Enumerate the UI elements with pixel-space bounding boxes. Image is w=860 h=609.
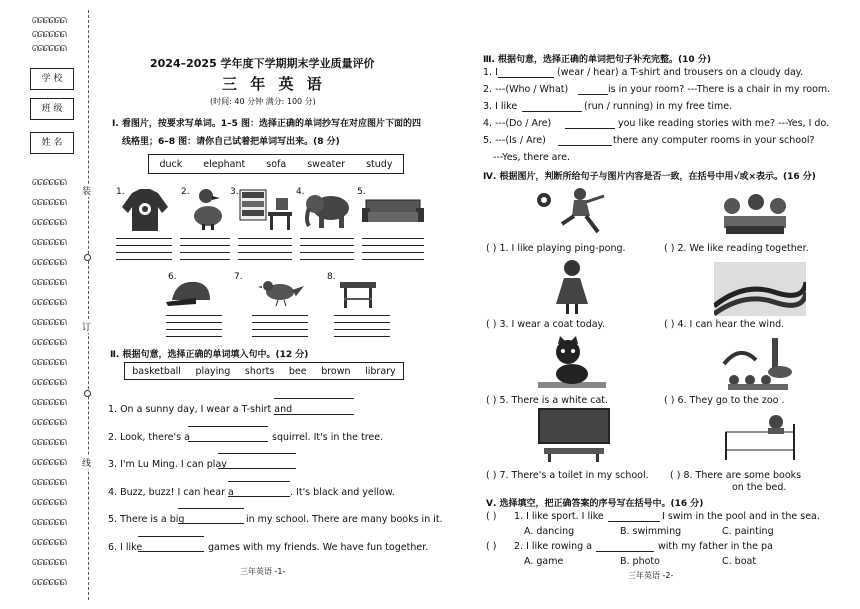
section5-q2-after: with my father in the pa	[658, 541, 773, 552]
answer-blank[interactable]	[178, 508, 244, 509]
decorative-border: ᘏᘏᘏᘏᘏᘏ	[32, 218, 66, 227]
bird-picture	[256, 274, 306, 308]
answer-blank[interactable]	[218, 453, 296, 454]
binding-line	[88, 10, 89, 600]
section3-item-4: 4. ---(Do / Are)	[483, 118, 552, 129]
binding-hole	[84, 254, 91, 261]
wind-picture	[714, 262, 806, 316]
decorative-border: ᘏᘏᘏᘏᘏᘏ	[32, 478, 66, 487]
table-picture	[338, 276, 378, 310]
decorative-border: ᘏᘏᘏᘏᘏᘏ	[32, 30, 66, 39]
section2-item-2: 2. Look, there's a	[108, 432, 190, 443]
decorative-border: ᘏᘏᘏᘏᘏᘏ	[32, 358, 66, 367]
section2-item-2-after: squirrel. It's in the tree.	[272, 432, 384, 443]
binding-char: 线	[82, 456, 91, 469]
section1-heading: Ⅰ. 看图片，按要求写单词。1–5 图：选择正确的单词抄写在对应图片下面的四	[112, 119, 422, 129]
answer-blank[interactable]	[608, 521, 660, 522]
option: C. painting	[722, 526, 774, 537]
answer-blank[interactable]	[228, 481, 290, 482]
elephant-picture	[303, 188, 357, 232]
word-option: basketball	[132, 365, 181, 377]
school-label: 学 校	[30, 68, 74, 90]
cap-picture	[166, 278, 216, 308]
option: A. game	[524, 556, 564, 567]
answer-blank[interactable]	[578, 94, 608, 95]
blackboard-picture	[534, 408, 614, 464]
section4-item-8: ( ) 8. There are some books	[670, 470, 802, 481]
decorative-border: ᘏᘏᘏᘏᘏᘏ	[32, 238, 66, 247]
decorative-border: ᘏᘏᘏᘏᘏᘏ	[32, 318, 66, 327]
section1-word-box	[148, 154, 404, 174]
section5-q2: 2. I like rowing a	[514, 541, 593, 552]
section4-item-1: ( ) 1. I like playing ping-pong.	[486, 243, 626, 254]
answer-blank[interactable]	[178, 523, 244, 524]
decorative-border: ᘏᘏᘏᘏᘏᘏ	[32, 378, 66, 387]
option: C. boat	[722, 556, 757, 567]
decorative-border: ᘏᘏᘏᘏᘏᘏ	[32, 498, 66, 507]
section5-q1: 1. I like sport. I like	[514, 511, 604, 522]
decorative-border: ᘏᘏᘏᘏᘏᘏ	[32, 418, 66, 427]
section3-item-1: 1. I	[483, 67, 498, 78]
exam-title: 2024–2025 学年度下学期期末学业质量评价	[150, 57, 375, 70]
word-option: brown	[321, 365, 351, 377]
word-option: elephant	[203, 158, 246, 170]
decorative-border: ᘏᘏᘏᘏᘏᘏ	[32, 578, 66, 587]
answer-blank[interactable]	[558, 145, 612, 146]
word-option: shorts	[244, 365, 275, 377]
decorative-border: ᘏᘏᘏᘏᘏᘏ	[32, 538, 66, 547]
section2-item-4: 4. Buzz, buzz! I can hear a	[108, 487, 234, 498]
picture-number: 7.	[234, 272, 243, 282]
section2-item-6-after: games with my friends. We have fun together.	[208, 542, 429, 553]
binding-hole	[84, 390, 91, 397]
section2-item-4-after: . It's black and yellow.	[290, 487, 395, 498]
answer-blank[interactable]	[228, 496, 290, 497]
answer-blank[interactable]	[188, 441, 268, 442]
page1-footer: 三年英语 -1-	[240, 567, 286, 576]
section4-item-8-line2: on the bed.	[732, 482, 787, 493]
section3-item-5: 5. ---(Is / Are)	[483, 135, 546, 146]
answer-blank[interactable]	[274, 414, 354, 415]
section5-q1-paren: ( )	[486, 511, 497, 522]
answer-blank[interactable]	[138, 551, 204, 552]
answer-blank[interactable]	[596, 551, 654, 552]
decorative-border: ᘏᘏᘏᘏᘏᘏ	[32, 16, 66, 25]
decorative-border: ᘏᘏᘏᘏᘏᘏ	[32, 518, 66, 527]
option: B. swimming	[620, 526, 682, 537]
section2-item-5-after: in my school. There are many books in it.	[246, 514, 443, 525]
name-label: 姓 名	[30, 132, 74, 154]
section5-heading: Ⅴ. 选择填空，把正确答案的序号写在括号中。(16 分)	[486, 499, 704, 509]
word-option: bee	[288, 365, 307, 377]
section4-item-3: ( ) 3. I wear a coat today.	[486, 319, 605, 330]
picture-number: 5.	[357, 187, 366, 197]
answer-blank[interactable]	[188, 426, 268, 427]
section4-item-2: ( ) 2. We like reading together.	[664, 243, 809, 254]
decorative-border: ᘏᘏᘏᘏᘏᘏ	[32, 178, 66, 187]
word-option: sweater	[307, 158, 346, 170]
section2-item-5: 5. There is a big	[108, 514, 185, 525]
section2-item-1: 1. On a sunny day, I wear a T-shirt and	[108, 404, 293, 415]
decorative-border: ᘏᘏᘏᘏᘏᘏ	[32, 278, 66, 287]
exam-subject: 三 年 英 语	[222, 75, 326, 93]
section2-word-box	[124, 362, 404, 380]
section4-heading: Ⅳ. 根据图片，判断所给句子与图片内容是否一致，在括号中用√或×表示。(16 分)	[483, 172, 816, 182]
section4-item-4: ( ) 4. I can hear the wind.	[664, 319, 785, 330]
decorative-border: ᘏᘏᘏᘏᘏᘏ	[32, 44, 66, 53]
sofa-picture	[362, 198, 424, 226]
option: B. photo	[620, 556, 660, 567]
section3-item-2: 2. ---(Who / What)	[483, 84, 569, 95]
word-option: playing	[195, 365, 231, 377]
girl-dress-picture	[552, 258, 592, 316]
section3-item-4-after: you like reading stories with me? ---Yes, I do.	[618, 118, 830, 129]
decorative-border: ᘏᘏᘏᘏᘏᘏ	[32, 258, 66, 267]
picture-number: 1.	[116, 187, 125, 197]
section5-q2-paren: ( )	[486, 541, 497, 552]
word-option: duck	[159, 158, 183, 170]
decorative-border: ᘏᘏᘏᘏᘏᘏ	[32, 338, 66, 347]
section1-heading-2: 线格里；6–8 图：请你自己试着把单词写出来。(8 分)	[122, 137, 340, 147]
sweater-picture	[120, 187, 170, 233]
bed-picture	[720, 408, 800, 464]
section3-heading: Ⅲ. 根据句意，选择正确的单词把句子补充完整。(10 分)	[483, 55, 711, 65]
section3-item-5-reply: ---Yes, there are.	[493, 152, 571, 163]
section3-item-2-after: is in your room? ---There is a chair in my room.	[608, 84, 831, 95]
section4-item-6: ( ) 6. They go to the zoo .	[664, 395, 785, 406]
answer-blank[interactable]	[138, 536, 204, 537]
soccer-picture	[534, 186, 612, 236]
decorative-border: ᘏᘏᘏᘏᘏᘏ	[32, 398, 66, 407]
word-option: library	[365, 365, 396, 377]
answer-blank[interactable]	[498, 77, 554, 78]
option: A. dancing	[524, 526, 575, 537]
binding-char: 订	[82, 320, 91, 333]
answer-blank[interactable]	[565, 128, 615, 129]
picture-number: 8.	[327, 272, 336, 282]
word-option: sofa	[266, 158, 287, 170]
section3-item-1-after: (wear / hear) a T-shirt and trousers on a cloudy day.	[557, 67, 804, 78]
section5-q1-after: I swim in the pool and in the sea.	[662, 511, 820, 522]
zoo-picture	[720, 334, 804, 392]
section2-heading: Ⅱ. 根据句意，选择正确的单词填入句中。(12 分)	[110, 350, 309, 360]
picture-number: 3.	[230, 187, 239, 197]
answer-blank[interactable]	[522, 111, 582, 112]
picture-number: 2.	[181, 187, 190, 197]
word-option: study	[366, 158, 393, 170]
section3-item-3-after: (run / running) in my free time.	[584, 101, 733, 112]
reading-children-picture	[718, 186, 794, 236]
decorative-border: ᘏᘏᘏᘏᘏᘏ	[32, 198, 66, 207]
section3-item-3: 3. I like	[483, 101, 518, 112]
duck-picture	[186, 186, 230, 232]
section2-item-6: 6. I like	[108, 542, 143, 553]
page2-footer: 三年英语 -2-	[628, 571, 674, 580]
section2-item-3: 3. I'm Lu Ming. I can play	[108, 459, 227, 470]
picture-number: 6.	[168, 272, 177, 282]
decorative-border: ᘏᘏᘏᘏᘏᘏ	[32, 558, 66, 567]
decorative-border: ᘏᘏᘏᘏᘏᘏ	[32, 438, 66, 447]
binding-strip	[0, 0, 100, 609]
class-label: 班 级	[30, 98, 74, 120]
answer-blank[interactable]	[218, 468, 296, 469]
section4-item-7: ( ) 7. There's a toilet in my school.	[486, 470, 649, 481]
black-cat-picture	[538, 336, 606, 390]
section3-item-5-after: there any computer rooms in your school?	[613, 135, 815, 146]
decorative-border: ᘏᘏᘏᘏᘏᘏ	[32, 298, 66, 307]
study-picture	[238, 186, 294, 232]
time-info: (时间: 40 分钟 满分: 100 分)	[210, 97, 316, 106]
section4-item-5: ( ) 5. There is a white cat.	[486, 395, 609, 406]
picture-number: 4.	[296, 187, 305, 197]
decorative-border: ᘏᘏᘏᘏᘏᘏ	[32, 458, 66, 467]
binding-char: 装	[82, 184, 91, 197]
answer-blank[interactable]	[274, 398, 354, 399]
